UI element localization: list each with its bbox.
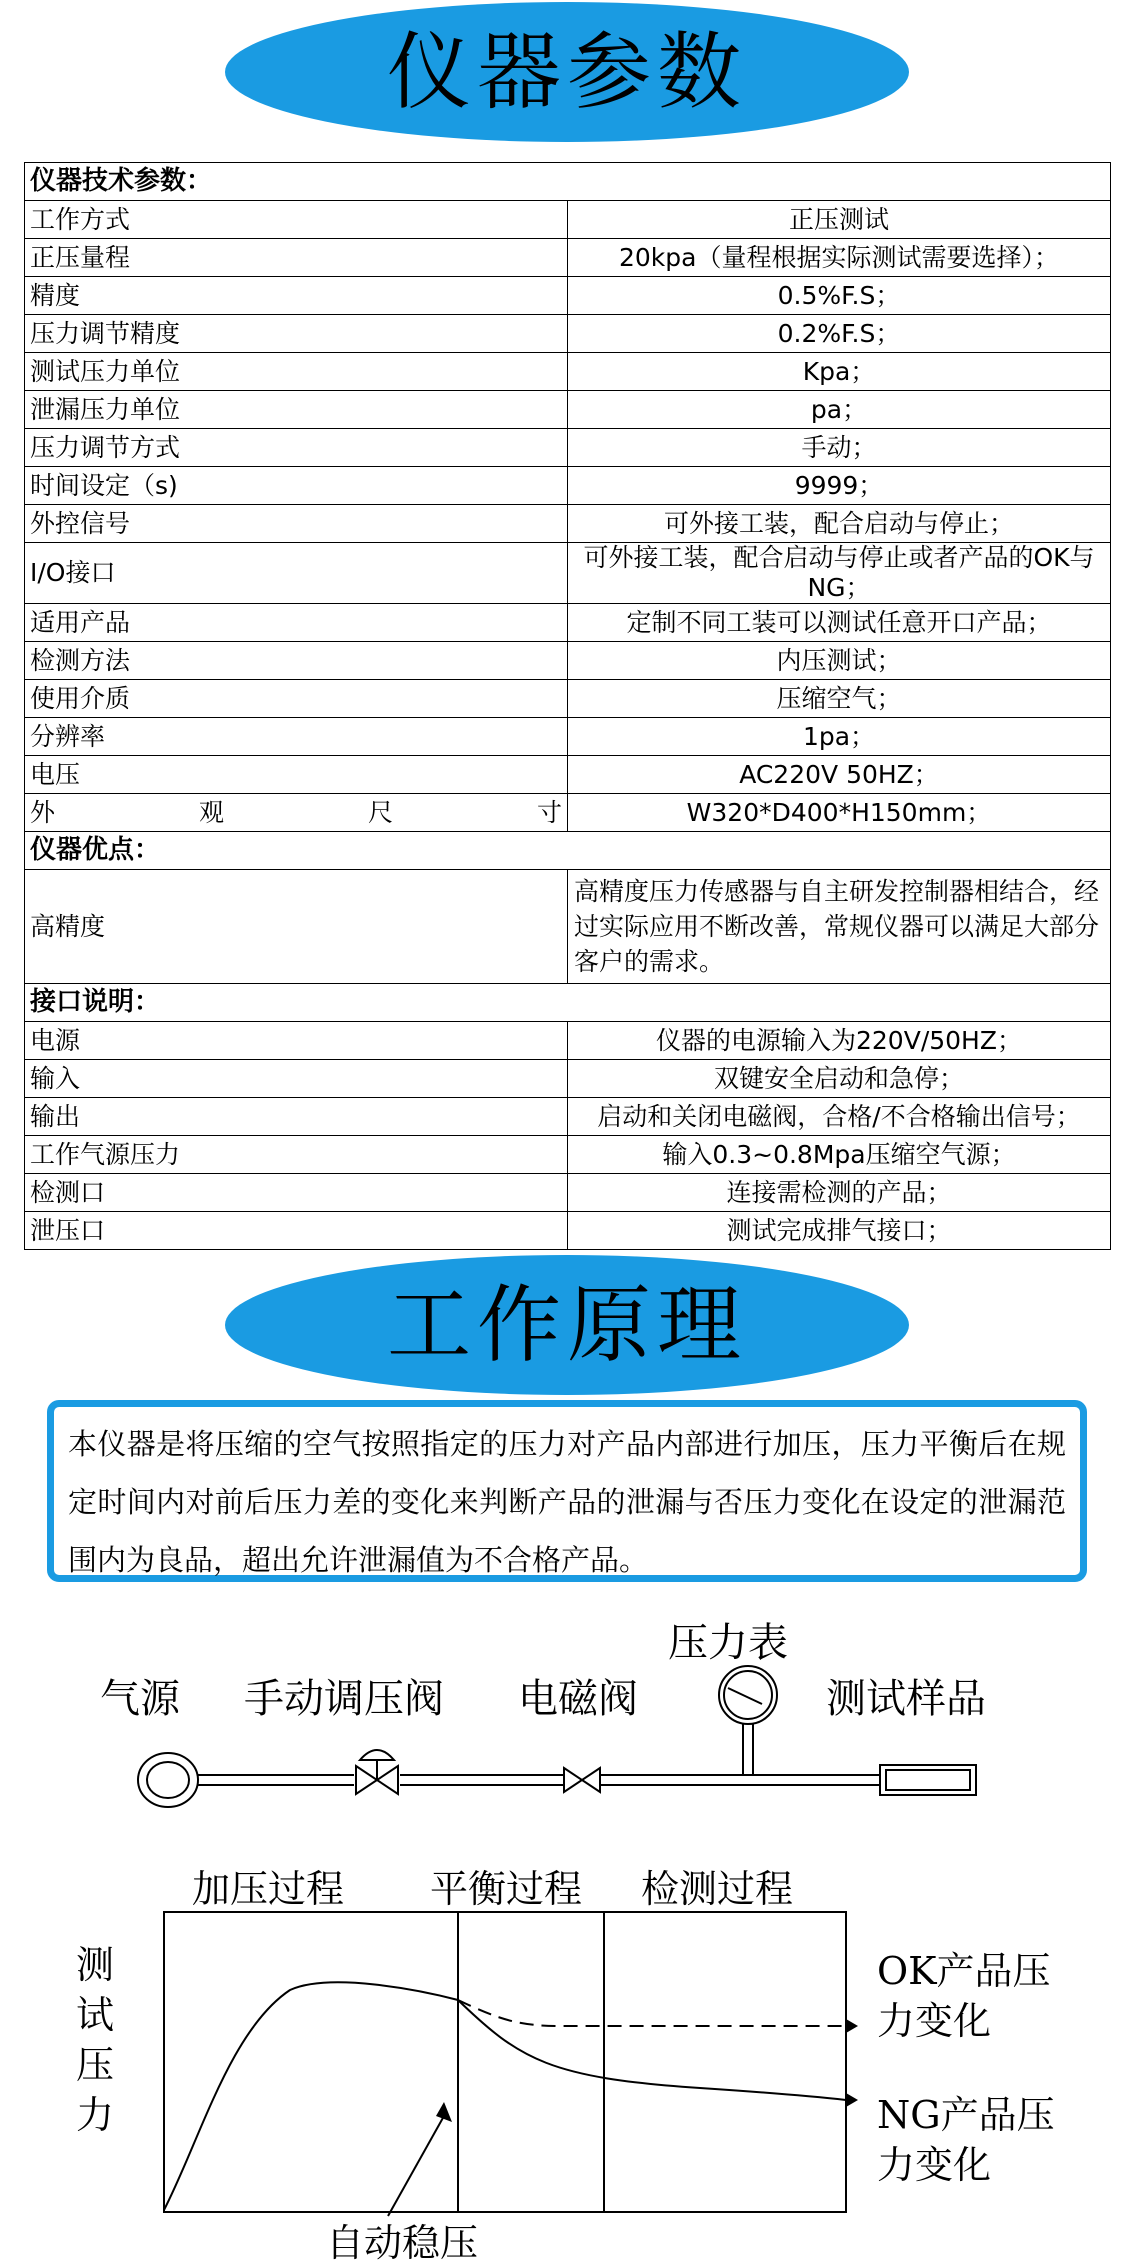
interface-value: 双键安全启动和急停； xyxy=(568,1060,1111,1098)
banner-title: 工作原理 xyxy=(386,1276,747,1374)
spec-key-char: 观 xyxy=(198,797,224,827)
interface-row xyxy=(25,1212,1111,1250)
spec-row xyxy=(25,467,1111,505)
manual-valve-icon xyxy=(356,1750,398,1794)
ok-label xyxy=(877,1949,1051,2043)
spec-row xyxy=(25,201,1111,239)
y-axis-char: 测 xyxy=(76,1943,115,1987)
spec-value: 0.5%F.S； xyxy=(568,277,1111,315)
section-header-row xyxy=(25,984,1111,1022)
spec-value: 内压测试； xyxy=(568,642,1111,680)
spec-value: 正压测试 xyxy=(568,201,1111,239)
interface-row xyxy=(25,1022,1111,1060)
section-header-row xyxy=(25,163,1111,201)
interface-key: 输出 xyxy=(25,1098,568,1136)
spec-key: 压力调节方式 xyxy=(25,429,568,467)
ok-arrow-head xyxy=(846,2019,858,2033)
pressure-curve xyxy=(164,1982,846,2210)
spec-key-char: 尺 xyxy=(367,797,393,827)
spec-value-advantage: 高精度压力传感器与自主研发控制器相结合，经过实际应用不断改善，常规仪器可以满足大部分客户的需求。 xyxy=(568,870,1111,984)
ng-arrow-head xyxy=(846,2093,858,2107)
air-source-icon xyxy=(138,1753,198,1807)
spec-key: I/O接口 xyxy=(25,543,568,604)
spec-value: 可外接工装，配合启动与停止或者产品的OK与NG； xyxy=(568,543,1111,604)
pipe-line xyxy=(198,1775,880,1785)
spec-value: 定制不同工装可以测试任意开口产品； xyxy=(568,604,1111,642)
spec-row xyxy=(25,353,1111,391)
spec-row xyxy=(25,315,1111,353)
manual-valve-label: 手动调压阀 xyxy=(244,1676,444,1722)
spec-key: 分辨率 xyxy=(25,718,568,756)
spec-key-dimensions xyxy=(25,794,568,832)
spec-key: 高精度 xyxy=(25,870,568,984)
y-axis-label xyxy=(76,1943,114,2137)
spec-key-char: 寸 xyxy=(536,797,562,827)
spec-row xyxy=(25,718,1111,756)
interface-key: 电源 xyxy=(25,1022,568,1060)
y-axis-char: 力 xyxy=(76,2093,115,2137)
spec-value: 1pa； xyxy=(568,718,1111,756)
ok-pressure-curve xyxy=(458,2000,846,2026)
spec-value: Kpa； xyxy=(568,353,1111,391)
spec-value: 20kpa（量程根据实际测试需要选择）； xyxy=(568,239,1111,277)
ok-label-line: 力变化 xyxy=(877,1999,992,2043)
spec-key: 精度 xyxy=(25,277,568,315)
spec-value: 0.2%F.S； xyxy=(568,315,1111,353)
pressure-gauge-label: 压力表 xyxy=(668,1620,788,1666)
spec-table-body xyxy=(25,163,1111,1250)
spec-row xyxy=(25,543,1111,604)
interface-value: 输入0.3~0.8Mpa压缩空气源； xyxy=(568,1136,1111,1174)
spec-row xyxy=(25,391,1111,429)
spec-row xyxy=(25,239,1111,277)
stabilize-label: 自动稳压 xyxy=(326,2221,479,2265)
spec-key: 电压 xyxy=(25,756,568,794)
spec-value: 可外接工装，配合启动与停止； xyxy=(568,505,1111,543)
principle-description: 本仪器是将压缩的空气按照指定的压力对产品内部进行加压，压力平衡后在规定时间内对前后压力差的变化来判断产品的泄漏与否压力变化在设定的泄漏范围内为良品，超出允许泄漏值为不合格产品。 xyxy=(47,1400,1087,1582)
interface-value: 仪器的电源输入为220V/50HZ； xyxy=(568,1022,1111,1060)
section-header-advantages: 仪器优点： xyxy=(25,832,1111,870)
spec-row xyxy=(25,604,1111,642)
spec-value: 压缩空气； xyxy=(568,680,1111,718)
spec-value: AC220V 50HZ； xyxy=(568,756,1111,794)
interface-key: 工作气源压力 xyxy=(25,1136,568,1174)
phase-label-balance: 平衡过程 xyxy=(430,1867,583,1911)
spec-key: 外控信号 xyxy=(25,505,568,543)
spec-key: 压力调节精度 xyxy=(25,315,568,353)
spec-key: 泄漏压力单位 xyxy=(25,391,568,429)
solenoid-valve-icon xyxy=(564,1768,600,1792)
spec-row xyxy=(25,680,1111,718)
spec-key: 检测方法 xyxy=(25,642,568,680)
spec-row-dimensions xyxy=(25,794,1111,832)
solenoid-valve-label: 电磁阀 xyxy=(518,1676,638,1722)
pressure-gauge-icon xyxy=(719,1666,777,1775)
spec-key-char: 外 xyxy=(30,797,56,827)
y-axis-char: 试 xyxy=(76,1993,115,2037)
stabilize-pointer xyxy=(388,2102,452,2216)
phase-label-detect: 检测过程 xyxy=(641,1867,794,1911)
spec-key: 测试压力单位 xyxy=(25,353,568,391)
phase-label-pressurize: 加压过程 xyxy=(192,1867,345,1911)
interface-value: 连接需检测的产品； xyxy=(568,1174,1111,1212)
interface-key: 输入 xyxy=(25,1060,568,1098)
test-sample-label: 测试样品 xyxy=(826,1676,986,1722)
spec-value: 手动； xyxy=(568,429,1111,467)
interface-key: 泄压口 xyxy=(25,1212,568,1250)
spec-key: 工作方式 xyxy=(25,201,568,239)
interface-value: 测试完成排气接口； xyxy=(568,1212,1111,1250)
interface-row xyxy=(25,1136,1111,1174)
interface-value: 启动和关闭电磁阀，合格/不合格输出信号； xyxy=(568,1098,1111,1136)
test-sample-icon xyxy=(880,1765,976,1795)
spec-key: 适用产品 xyxy=(25,604,568,642)
spec-value: 9999； xyxy=(568,467,1111,505)
spec-row xyxy=(25,277,1111,315)
banner-title: 仪器参数 xyxy=(386,23,747,121)
spec-row-advantage xyxy=(25,870,1111,984)
interface-row xyxy=(25,1060,1111,1098)
spec-row xyxy=(25,505,1111,543)
y-axis-char: 压 xyxy=(76,2043,115,2087)
section-header-row xyxy=(25,832,1111,870)
spec-row xyxy=(25,642,1111,680)
spec-row xyxy=(25,429,1111,467)
principle-diagram xyxy=(0,1600,1134,2268)
section-header-tech: 仪器技术参数： xyxy=(25,163,1111,201)
spec-key: 时间设定（s) xyxy=(25,467,568,505)
spec-key: 正压量程 xyxy=(25,239,568,277)
interface-key: 检测口 xyxy=(25,1174,568,1212)
spec-table xyxy=(24,162,1111,1250)
air-source-label: 气源 xyxy=(100,1676,180,1722)
section-header-interface: 接口说明： xyxy=(25,984,1111,1022)
ng-label xyxy=(877,2093,1055,2187)
spec-value: W320*D400*H150mm； xyxy=(568,794,1111,832)
interface-row xyxy=(25,1098,1111,1136)
process-chart-frame xyxy=(164,1912,846,2212)
spec-row xyxy=(25,756,1111,794)
ok-label-line: OK产品压 xyxy=(877,1949,1051,1993)
interface-row xyxy=(25,1174,1111,1212)
spec-value: pa； xyxy=(568,391,1111,429)
banner-working-principle xyxy=(225,1255,909,1395)
ng-label-line: NG产品压 xyxy=(877,2093,1055,2137)
banner-instrument-parameters xyxy=(225,2,909,142)
ng-label-line: 力变化 xyxy=(877,2143,992,2187)
spec-key: 使用介质 xyxy=(25,680,568,718)
